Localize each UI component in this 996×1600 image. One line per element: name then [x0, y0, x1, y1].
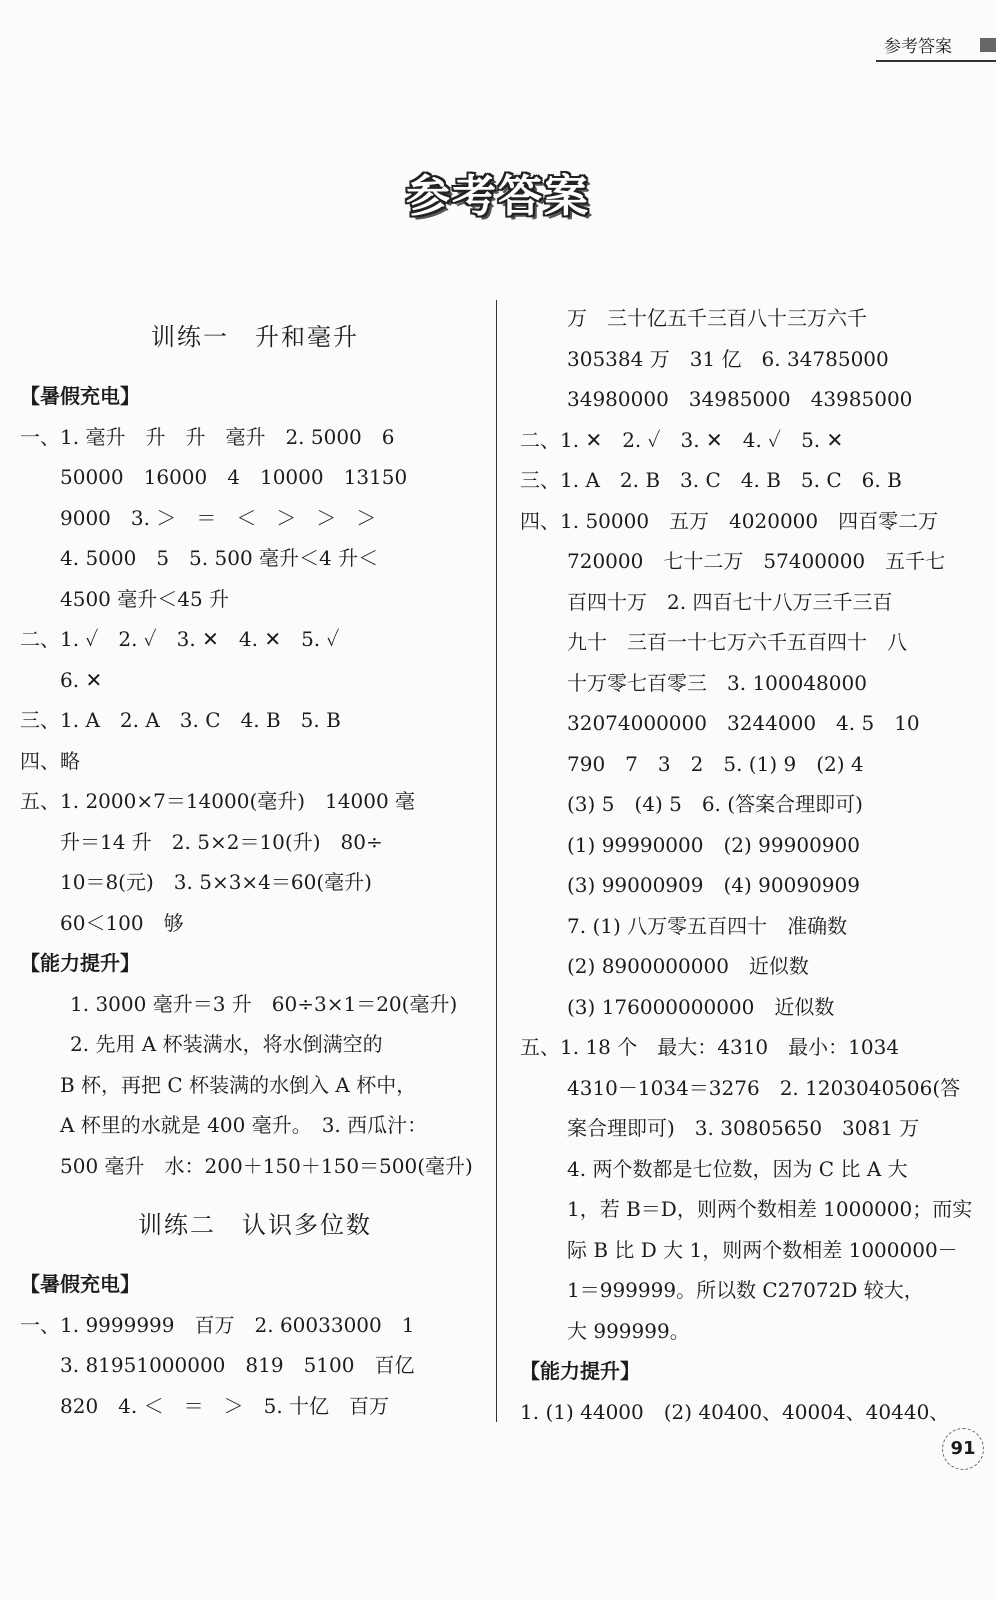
answer-line: 305384 万 31 亿 6. 34785000	[567, 346, 889, 371]
answer-line: 4500 毫升＜45 升	[60, 586, 230, 611]
subheading: 【能力提升】	[520, 1359, 640, 1383]
answer-line: 60＜100 够	[60, 910, 184, 935]
answer-line: 五、1. 2000×7＝14000(毫升) 14000 毫	[20, 789, 416, 813]
left-column	[20, 298, 490, 1426]
subheading: 【暑假充电】	[20, 1272, 140, 1296]
answer-line: 际 B 比 D 大 1，则两个数相差 1000000－	[567, 1237, 958, 1262]
answer-line: 34980000 34985000 43985000	[567, 387, 913, 411]
answer-line: 十万零七百零三 3. 100048000	[567, 670, 867, 695]
answer-line: 820 4. ＜ ＝ ＞ 5. 十亿 百万	[60, 1393, 390, 1418]
answer-line: 一、1. 毫升 升 升 毫升 2. 5000 6	[20, 424, 395, 449]
answer-line: 三、1. A 2. B 3. C 4. B 5. C 6. B	[520, 468, 902, 492]
answer-line: 790 7 3 2 5. (1) 9 (2) 4	[567, 751, 864, 776]
answer-line: 二、1. ✕ 2. ✓ 3. ✕ 4. ✓ 5. ✕	[520, 427, 844, 452]
answer-line: 升＝14 升 2. 5×2＝10(升) 80÷	[60, 829, 383, 854]
answer-line: 九十 三百一十七万六千五百四十 八	[567, 630, 907, 654]
answer-line: (1) 99990000 (2) 99900900	[567, 832, 860, 857]
answer-line: 案合理即可) 3. 30805650 3081 万	[567, 1116, 920, 1140]
section-title-2: 训练二 认识多位数	[138, 1211, 372, 1239]
subheading: 【暑假充电】	[20, 384, 140, 408]
answer-line: (3) 176000000000 近似数	[567, 994, 835, 1019]
answer-line: 3. 81951000000 819 5100 百亿	[60, 1353, 415, 1377]
answer-line: 2. 先用 A 杯装满水，将水倒满空的	[70, 1032, 383, 1056]
answer-line: 50000 16000 4 10000 13150	[60, 465, 408, 489]
page-title: 参考答案	[406, 171, 590, 222]
right-column	[520, 298, 986, 1432]
answer-line: B 杯，再把 C 杯装满的水倒入 A 杯中，	[60, 1072, 417, 1097]
running-header	[876, 30, 996, 62]
answer-line: 500 毫升 水：200＋150＋150＝500(毫升)	[60, 1153, 473, 1178]
answer-line: 五、1. 18 个 最大：4310 最小：1034	[520, 1035, 900, 1059]
answer-line: 四、1. 50000 五万 4020000 四百零二万	[520, 508, 939, 533]
answer-line: 6. ✕	[60, 667, 103, 692]
answer-line: (3) 5 (4) 5 6. (答案合理即可)	[567, 792, 863, 816]
answer-line: 一、1. 9999999 百万 2. 60033000 1	[20, 1312, 415, 1337]
answer-line: 万 三十亿五千三百八十三万六千	[567, 306, 867, 330]
answer-line: 7. (1) 八万零五百四十 准确数	[567, 913, 848, 938]
answer-line: 百四十万 2. 四百七十八万三千三百	[567, 589, 893, 614]
answer-line: 四、略	[20, 748, 80, 773]
answer-line: 1. 3000 毫升＝3 升 60÷3×1＝20(毫升)	[70, 991, 458, 1016]
answer-line: A 杯里的水就是 400 毫升。 3. 西瓜汁：	[60, 1113, 428, 1137]
subheading: 【能力提升】	[20, 951, 140, 975]
answer-line: 三、1. A 2. A 3. C 4. B 5. B	[20, 708, 341, 732]
answer-line: 32074000000 3244000 4. 5 10	[567, 711, 920, 735]
answer-line: 720000 七十二万 57400000 五千七	[567, 549, 946, 573]
page-number: 91	[942, 1428, 984, 1470]
answer-line: 1. (1) 44000 (2) 40400、40004、40440、	[520, 1399, 950, 1424]
answer-line: 9000 3. ＞ ＝ ＜ ＞ ＞ ＞	[60, 505, 377, 530]
answer-line: 4. 两个数都是七位数，因为 C 比 A 大	[567, 1156, 908, 1181]
answer-line: 二、1. ✓ 2. ✓ 3. ✕ 4. ✕ 5. ✓	[20, 627, 340, 651]
answer-line: 4. 5000 5 5. 500 毫升＜4 升＜	[60, 546, 379, 570]
answer-line: 10＝8(元) 3. 5×3×4＝60(毫升)	[60, 870, 372, 894]
answer-line: 大 999999。	[567, 1318, 690, 1343]
column-divider	[496, 300, 497, 1422]
answer-line: 4310－1034＝3276 2. 1203040506(答	[567, 1075, 961, 1100]
answer-line: 1，若 B＝D，则两个数相差 1000000；而实	[567, 1197, 973, 1221]
running-header-label: 参考答案	[884, 37, 952, 57]
answer-line: (3) 99000909 (4) 90090909	[567, 873, 860, 897]
answer-line: 1＝999999。所以数 C27072D 较大，	[567, 1278, 924, 1302]
header-square-mark	[980, 38, 996, 52]
answer-line: (2) 8900000000 近似数	[567, 954, 809, 978]
section-title-1: 训练一 升和毫升	[151, 323, 359, 351]
